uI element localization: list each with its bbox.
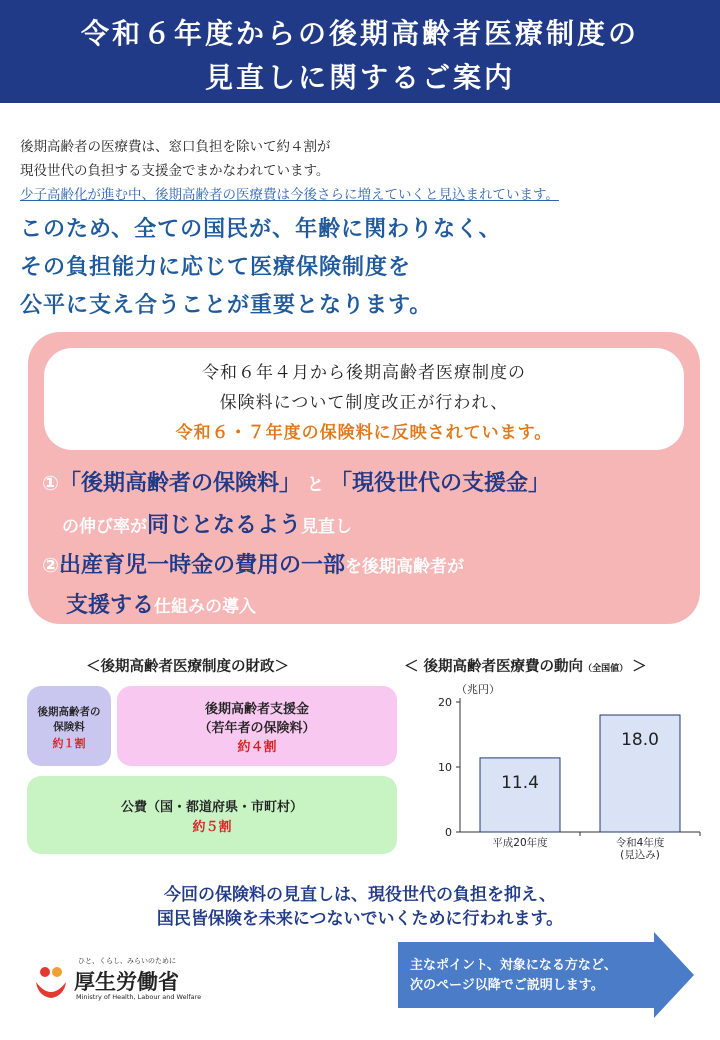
premium-label-1: 後期高齢者の (37, 706, 101, 718)
y-tick-label: 0 (445, 826, 452, 839)
point-1-number: ① (42, 471, 59, 495)
mhlw-emblem-icon (34, 964, 68, 1000)
point-2-childbirth: 出産育児一時金の費用の一部 (58, 553, 345, 578)
reform-bubble (44, 348, 684, 450)
point-1-support: 「現役世代の支援金」 (329, 471, 550, 496)
y-axis-unit-label: （兆円） (456, 683, 500, 696)
support-label-1: 後期高齢者支援金 (204, 702, 309, 717)
point-2-number: ② (42, 553, 59, 577)
next-page-line-1: 主なポイント、対象になる方など、 (410, 958, 617, 973)
support-share: 約４割 (237, 740, 277, 755)
point-1-same: 同じとなるよう (147, 513, 302, 538)
x-category-label-2: 令和4年度 (615, 837, 665, 849)
finance-title: ＜後期高齢者医療制度の財政＞ (86, 659, 289, 675)
premium-share: 約１割 (52, 737, 86, 750)
y-tick-label: 20 (438, 696, 452, 709)
next-page-line-2: 次のページ以降でご説明します。 (410, 978, 604, 993)
closing-line-2: 国民皆保険を未来につないでいくために行われます。 (156, 909, 564, 929)
point-1-review: 見直し (301, 517, 353, 537)
public-share: 約５割 (192, 820, 232, 835)
reform-line-3: 令和６・７年度の保険料に反映されています。 (175, 423, 553, 443)
x-category-label-2: (見込み) (620, 849, 660, 861)
point-2-by-elderly: を後期高齢者が (344, 557, 464, 577)
premium-box (27, 686, 111, 766)
bar-value-label-1: 11.4 (501, 772, 539, 793)
medical-cost-chart (420, 680, 710, 870)
point-2-support: 支援する (66, 593, 155, 618)
support-box (117, 686, 397, 766)
point-2-row-2 (66, 588, 256, 619)
page-header (0, 0, 720, 103)
bar-value-label-2: 18.0 (621, 730, 659, 750)
x-category-label-1: 平成20年度 (492, 837, 548, 849)
y-tick-label: 10 (438, 761, 452, 774)
reform-line-1: 令和６年４月から後期高齢者医療制度の (202, 363, 526, 383)
lead-line-1: このため、全ての国民が、年齢に関わりなく、 (20, 217, 502, 242)
trend-title-note: （全国値） (583, 664, 629, 674)
premium-label-2: 保険料 (53, 721, 85, 733)
trend-title-end: ＞ (632, 659, 647, 675)
lead-line-3: 公平に支え合うことが重要となります。 (20, 293, 433, 318)
intro-line-3: 少子高齢化が進む中、後期高齢者の医療費は今後さらに増えていくと見込まれています。 (20, 187, 559, 203)
public-label: 公費（国・都道府県・市町村） (120, 800, 303, 815)
point-2-row-1 (42, 548, 464, 579)
bar-1 (480, 758, 560, 832)
reform-line-2: 保険料について制度改正が行われ、 (219, 393, 509, 413)
point-1-row-2 (62, 508, 352, 539)
intro-line-2: 現役世代の負担する支援金でまかなわれています。 (20, 163, 330, 179)
trend-title-text: ＜ 後期高齢者医療費の動向 (404, 659, 584, 675)
point-1-row-1 (42, 466, 550, 497)
point-1-premium: 「後期高齢者の保険料」 (58, 471, 301, 496)
next-page-arrow[interactable] (398, 932, 694, 1018)
intro-line-1: 後期高齢者の医療費は、窓口負担を除いて約４割が (20, 139, 331, 155)
lead-line-2: その負担能力に応じて医療保険制度を (20, 255, 412, 280)
logo-english: Ministry of Health, Labour and Welfare (76, 993, 202, 1001)
title-line-2: 見直しに関するご案内 (204, 61, 515, 94)
title-line-1: 令和６年度からの後期高齢者医療制度の (80, 17, 639, 50)
point-1-and: と (306, 475, 324, 495)
point-2-mechanism: 仕組みの導入 (154, 597, 257, 617)
logo-name: 厚生労働省 (74, 970, 179, 994)
closing-line-1: 今回の保険料の見直しは、現役世代の負担を抑え、 (163, 885, 557, 905)
support-label-2: （若年者の保険料） (198, 721, 316, 736)
logo-tagline: ひと、くらし、みらいのために (78, 957, 176, 965)
public-funds-box (27, 776, 397, 854)
trend-title (404, 655, 647, 676)
point-1-growth: の伸び率が (62, 517, 147, 537)
next-page-text (410, 956, 617, 996)
